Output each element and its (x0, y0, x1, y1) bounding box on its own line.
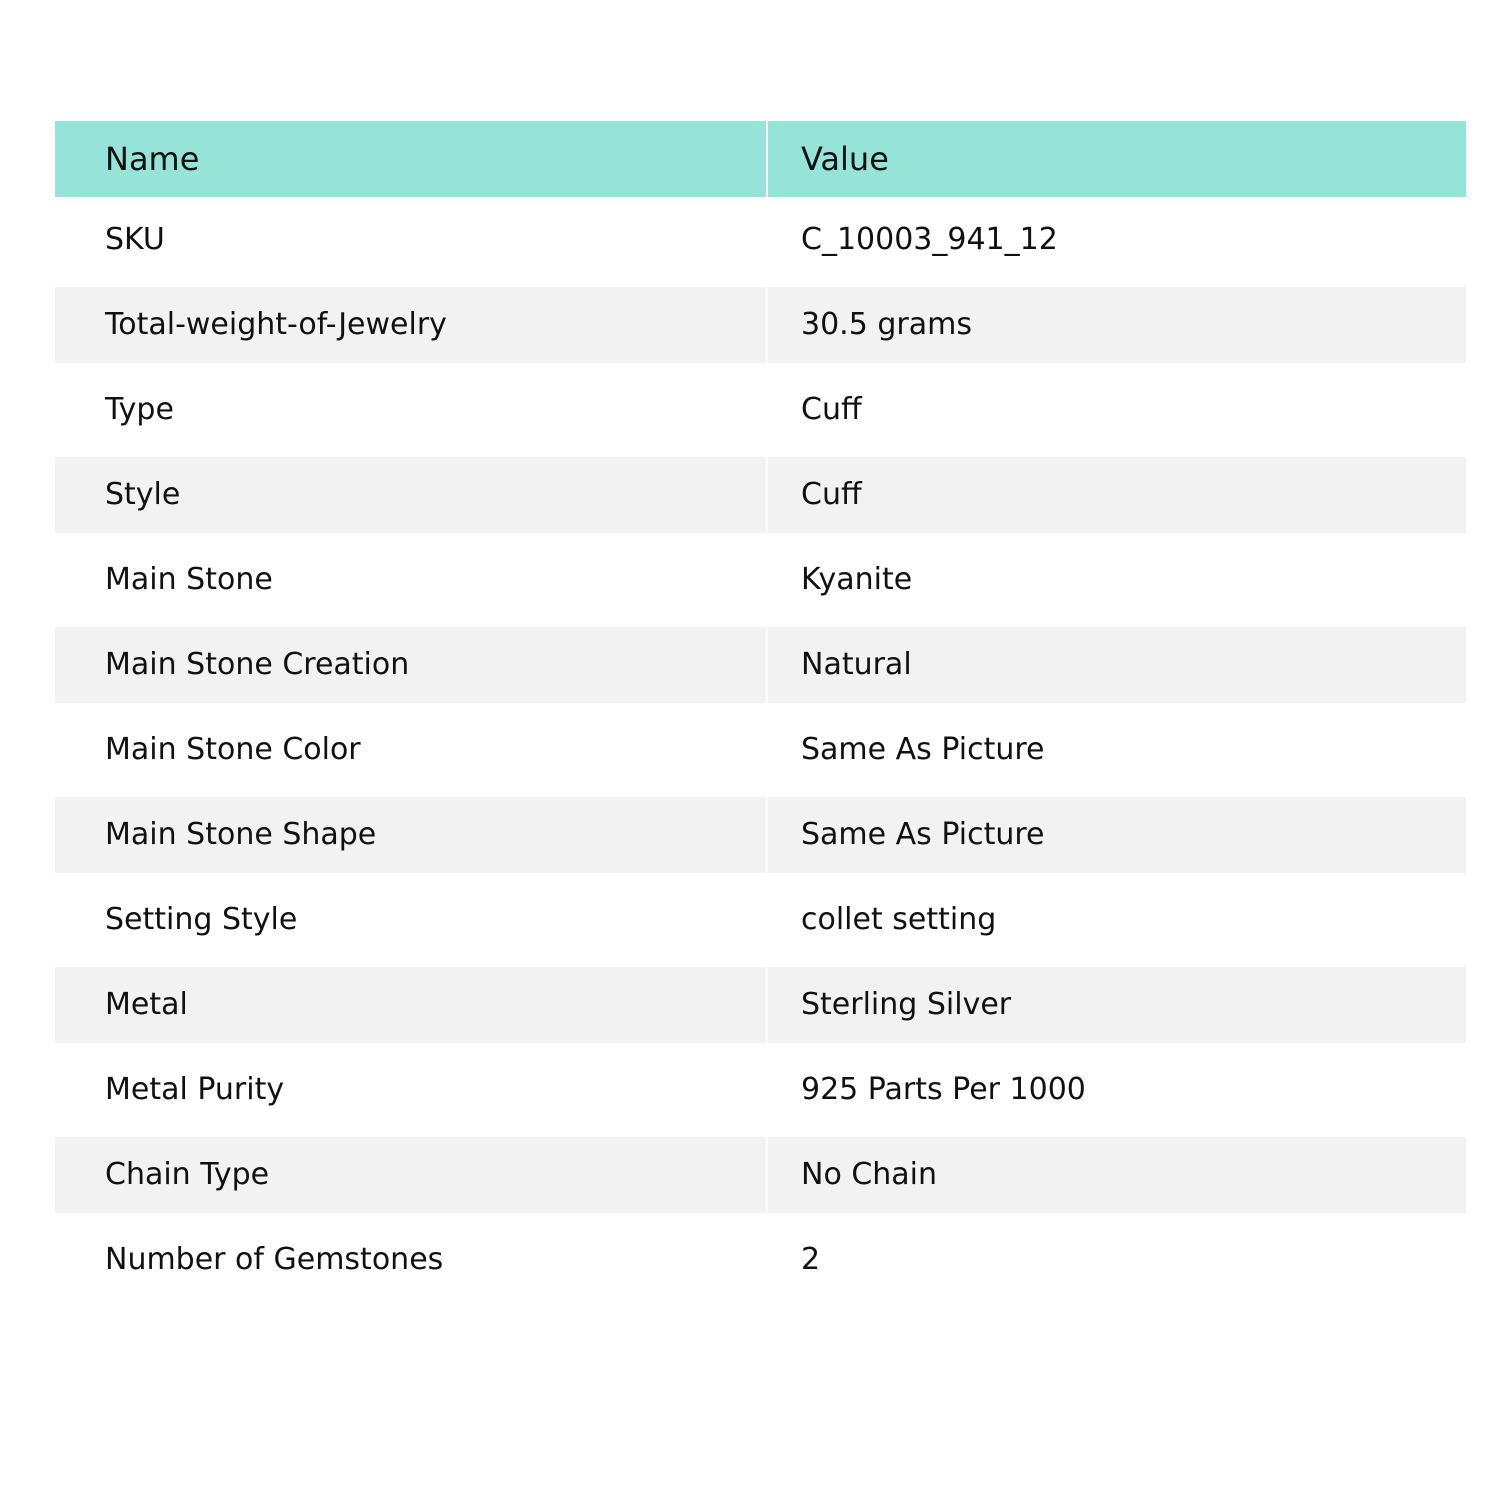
row-name-cell: Metal (55, 967, 766, 1043)
table-row (55, 962, 1466, 1047)
table-row (55, 452, 1466, 537)
table-row (55, 622, 1466, 707)
row-value-cell: 30.5 grams (768, 287, 1466, 363)
table-row (55, 367, 1466, 452)
row-value-cell: collet setting (768, 877, 1466, 962)
table-row (55, 792, 1466, 877)
row-name-cell: Type (55, 367, 766, 452)
table-row (55, 1217, 1466, 1302)
row-value-cell: 2 (768, 1217, 1466, 1302)
table-row (55, 877, 1466, 962)
row-name-cell: Style (55, 457, 766, 533)
row-value-cell: Cuff (768, 457, 1466, 533)
row-value-cell: Same As Picture (768, 797, 1466, 873)
table-row (55, 1132, 1466, 1217)
table-row (55, 282, 1466, 367)
row-value-cell: Kyanite (768, 537, 1466, 622)
row-value-cell: 925 Parts Per 1000 (768, 1047, 1466, 1132)
table-row (55, 537, 1466, 622)
table-row (55, 707, 1466, 792)
table-row (55, 1047, 1466, 1132)
row-name-cell: Metal Purity (55, 1047, 766, 1132)
row-value-cell: C_10003_941_12 (768, 197, 1466, 282)
row-value-cell: Sterling Silver (768, 967, 1466, 1043)
row-value-cell: Natural (768, 627, 1466, 703)
row-name-cell: Main Stone Color (55, 707, 766, 792)
row-name-cell: Number of Gemstones (55, 1217, 766, 1302)
row-name-cell: Main Stone (55, 537, 766, 622)
row-name-cell: Setting Style (55, 877, 766, 962)
header-value-cell: Value (768, 121, 1466, 197)
row-name-cell: Chain Type (55, 1137, 766, 1213)
spec-table (55, 121, 1466, 1302)
row-value-cell: Same As Picture (768, 707, 1466, 792)
row-name-cell: Main Stone Creation (55, 627, 766, 703)
row-value-cell: Cuff (768, 367, 1466, 452)
row-name-cell: Main Stone Shape (55, 797, 766, 873)
header-name-cell: Name (55, 121, 766, 197)
row-name-cell: Total-weight-of-Jewelry (55, 287, 766, 363)
row-name-cell: SKU (55, 197, 766, 282)
row-value-cell: No Chain (768, 1137, 1466, 1213)
table-header-row (55, 121, 1466, 197)
table-row (55, 197, 1466, 282)
